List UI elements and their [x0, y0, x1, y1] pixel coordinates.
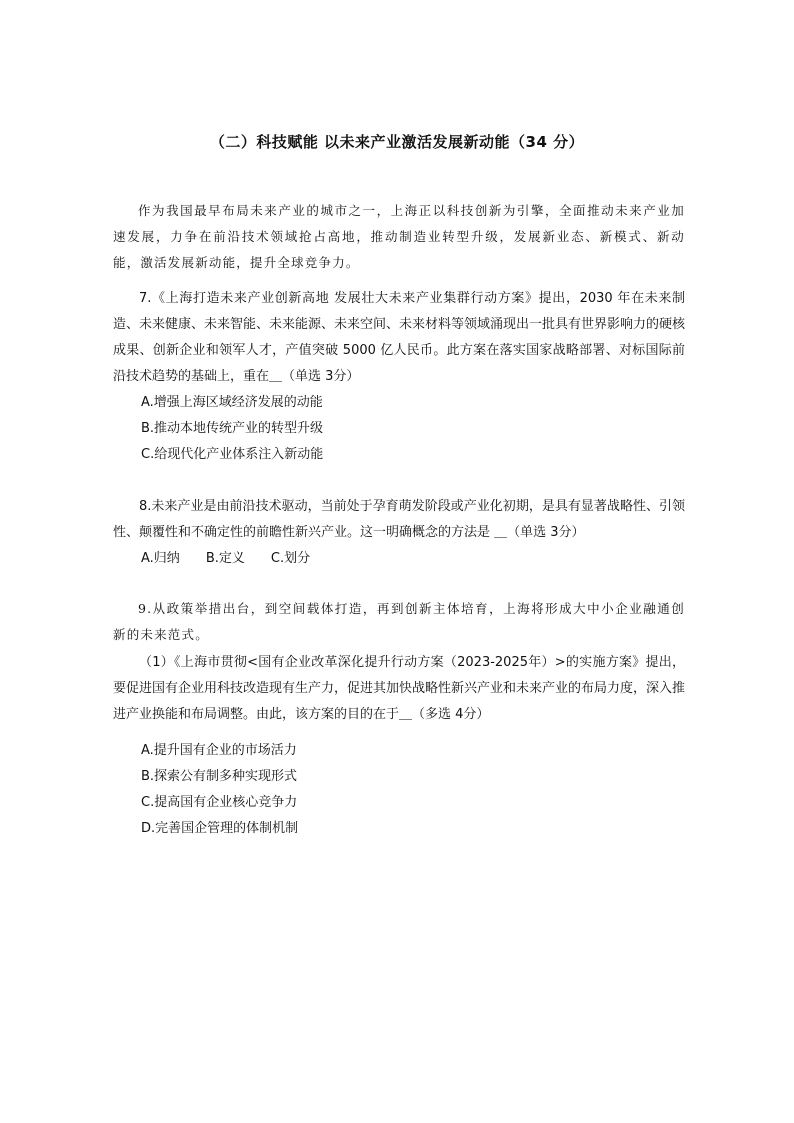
question-8-option-a: A.归纳: [141, 551, 180, 566]
question-9-intro: 9.从政策举措出台，到空间载体打造，再到创新主体培育，上海将形成大中小企业融通创新的未来范式。: [113, 601, 685, 642]
question-8-options: [141, 546, 336, 572]
question-9-option-d: D.完善国企管理的体制机制: [141, 821, 299, 836]
question-7-stem: 7.《上海打造未来产业创新高地 发展壮大未来产业集群行动方案》提出，2030 年在未来制造、未来健康、未来智能、未来能源、未来空间、未来材料等领域涌现出一批具有世界影响力的硬核成果、创新企业和领军人才，产值突破 5000 亿人民币。此方案在落实国家战略部署、对标国际前沿技术趋势的基础上，重在＿（单选 3分）: [113, 291, 686, 384]
question-8-option-b: B.定义: [205, 551, 245, 566]
question-9-sub1-stem: （1）《上海市贯彻<国有企业改革深化提升行动方案（2023-2025年）>的实施方案》提出，要促进国有企业用科技改造现有生产力，促进其加快战略性新兴产业和未来产业的布局力度，深入推进产业换能和布局调整。由此，该方案的目的在于＿（多选 4分）: [113, 655, 686, 722]
question-7-option-a: A.增强上海区域经济发展的动能: [141, 395, 323, 410]
question-8-option-c: C.划分: [270, 551, 311, 566]
question-9-option-a: A.提升国有企业的市场活力: [141, 743, 297, 758]
question-7-option-c: C.给现代化产业体系注入新动能: [141, 447, 324, 462]
section-title: （二）科技赋能 以未来产业激活发展新动能（34 分）: [209, 133, 585, 151]
question-9-option-b: B.探索公有制多种实现形式: [141, 769, 298, 784]
question-9-option-c: C.提高国有企业核心竞争力: [141, 795, 298, 810]
section-intro-paragraph: 作为我国最早布局未来产业的城市之一，上海正以科技创新为引擎，全面推动未来产业加速发展，力争在前沿技术领域抢占高地，推动制造业转型升级，发展新业态、新模式、新动能，激活发展新动能，提升全球竞争力。: [113, 203, 685, 270]
question-8-stem: 8.未来产业是由前沿技术驱动，当前处于孕育萌发阶段或产业化初期，是具有显著战略性、引领性、颠覆性和不确定性的前瞻性新兴产业。这一明确概念的方法是 ＿（单选 3分）: [113, 499, 685, 540]
question-7-option-b: B.推动本地传统产业的转型升级: [141, 421, 324, 436]
